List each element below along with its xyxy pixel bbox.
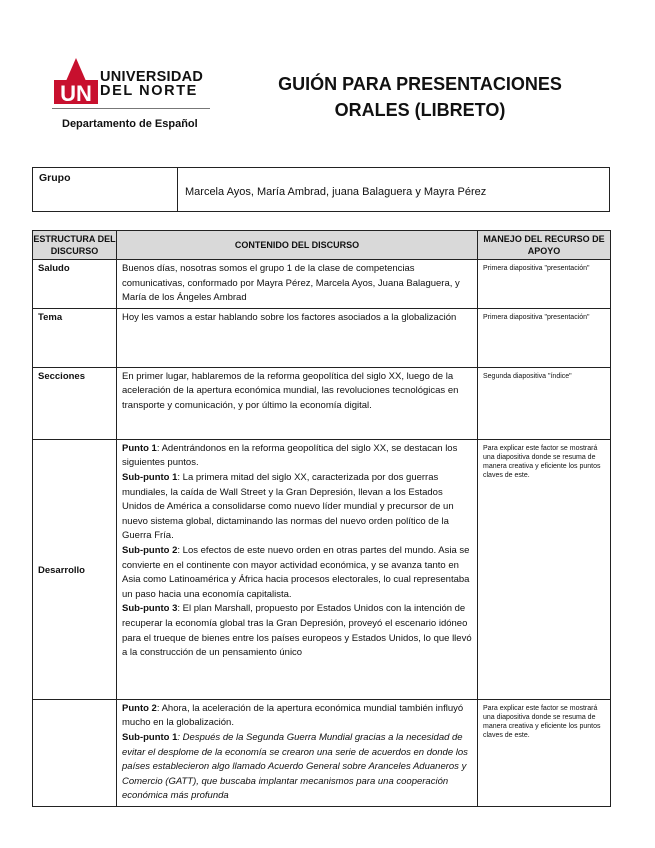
table-row-secciones [33,367,611,439]
logo-del-norte-text: DEL NORTE [100,83,198,99]
content-desarrollo [117,439,478,699]
subpoint-3 [122,602,472,660]
document-title-line2: ORALES (LIBRETO) [334,100,506,120]
subpoint-2-label: Sub-punto 2 [122,544,178,556]
point-2-subpoint-1-text: : Después de la Segunda Guerra Mundial gracias a la necesidad de evitar el desplome de la economía se crearon una serie de acuerdos en donde los países establecieron algo llamado Acuerdo General sobre Aranceles Aduaneros y Comercio (GATT), que buscaba implantar mecanismos para una cooperación económica más profunda [122,731,468,802]
point-1 [122,442,472,471]
section-desarrollo-2 [33,699,117,806]
support-secciones: Segunda diapositiva "índice" [478,367,611,439]
point-2-subpoint-1-label: Sub-punto 1 [122,731,178,743]
point-2-text: : Ahora, la aceleración de la apertura económica mundial también influyó mucho en la globalización. [122,702,464,729]
subpoint-1-text: : La primera mitad del siglo XX, caracterizada por dos guerras mundiales, la caída de Wall Street y la Gran Depresión, llevan a los Estados Unidos de América a consolidarse como nuevo líder mundial y precursor de un nuevo sistema global, dictaminando las normas del nuevo orden político de la Guerra Fría. [122,471,454,542]
subpoint-3-label: Sub-punto 3 [122,603,178,615]
university-logo [52,58,212,138]
content-saludo: Buenos días, nosotras somos el grupo 1 de la clase de competencias comunicativas, conformado por Mayra Pérez, Marcela Ayos, Juana Balaguera, y María de los Ángeles Ambrad [117,260,478,309]
section-secciones: Secciones [33,367,117,439]
content-secciones: En primer lugar, hablaremos de la reforma geopolítica del siglo XX, luego de la aceleración de la apertura económica mundial, las revoluciones tecnológicas en transporte y comunicación, y por último la economía digital. [117,367,478,439]
table-row-saludo [33,260,611,309]
content-tema: Hoy les vamos a estar hablando sobre los factores asociados a la globalización [117,308,478,367]
content-desarrollo-2 [117,699,478,806]
section-saludo: Saludo [33,260,117,309]
support-desarrollo: Para explicar este factor se mostrará una diapositiva donde se resuma de manera creativa y eficiente los puntos claves de este. [478,439,611,699]
header-support: MANEJO DEL RECURSO DE APOYO [478,231,611,260]
group-members: Marcela Ayos, María Ambrad, juana Balaguera y Mayra Pérez [185,186,487,198]
table-row-tema [33,308,611,367]
un-emblem-icon [52,58,100,106]
group-table [32,167,610,212]
group-label: Grupo [39,172,71,184]
support-desarrollo-2: Para explicar este factor se mostrará una diapositiva donde se resuma de manera creativa y eficiente los puntos claves de este. [478,699,611,806]
logo-university-text: UNIVERSIDAD [100,69,204,85]
table-row-desarrollo [33,439,611,699]
support-saludo: Primera diapositiva "presentación" [478,260,611,309]
subpoint-2 [122,544,472,602]
subpoint-2-text: : Los efectos de este nuevo orden en otras partes del mundo. Asia se convierte en el continente con mayor actividad económica, y se avanza tanto en Asia como Latinoamérica y África hacia procesos electorales, lo cual representaba un paso hacia una economía capitalista. [122,544,470,600]
subpoint-1-label: Sub-punto 1 [122,471,178,483]
header-structure: ESTRUCTURA DEL DISCURSO [33,231,117,260]
document-title-line1: GUIÓN PARA PRESENTACIONES [278,74,562,94]
group-table-divider [177,168,178,211]
point-1-text: : Adentrándonos en la reforma geopolítica del siglo XX, se destacan los siguientes puntos. [122,442,458,469]
speech-script-table [32,230,611,807]
point-1-label: Punto 1 [122,442,157,454]
document-title [255,71,585,123]
point-2-subpoint-1 [122,731,472,804]
table-row-desarrollo-2 [33,699,611,806]
subpoint-1 [122,471,472,544]
logo-divider [52,108,210,109]
svg-text:UN: UN [60,81,92,106]
point-2 [122,702,472,731]
subpoint-3-text: : El plan Marshall, propuesto por Estados Unidos con la intención de recuperar la economía global tras la Gran Depresión, proveyó el escenario idóneo para el trueque de bienes entre los países europeos y Estados Unidos, lo que llevó a la construcción de un pensamiento único [122,603,472,659]
section-desarrollo: Desarrollo [33,439,117,699]
support-tema: Primera diapositiva "presentación" [478,308,611,367]
table-header-row [33,231,611,260]
department-name: Departamento de Español [62,118,198,130]
section-tema: Tema [33,308,117,367]
point-2-label: Punto 2 [122,702,157,714]
header-content: CONTENIDO DEL DISCURSO [117,231,478,260]
